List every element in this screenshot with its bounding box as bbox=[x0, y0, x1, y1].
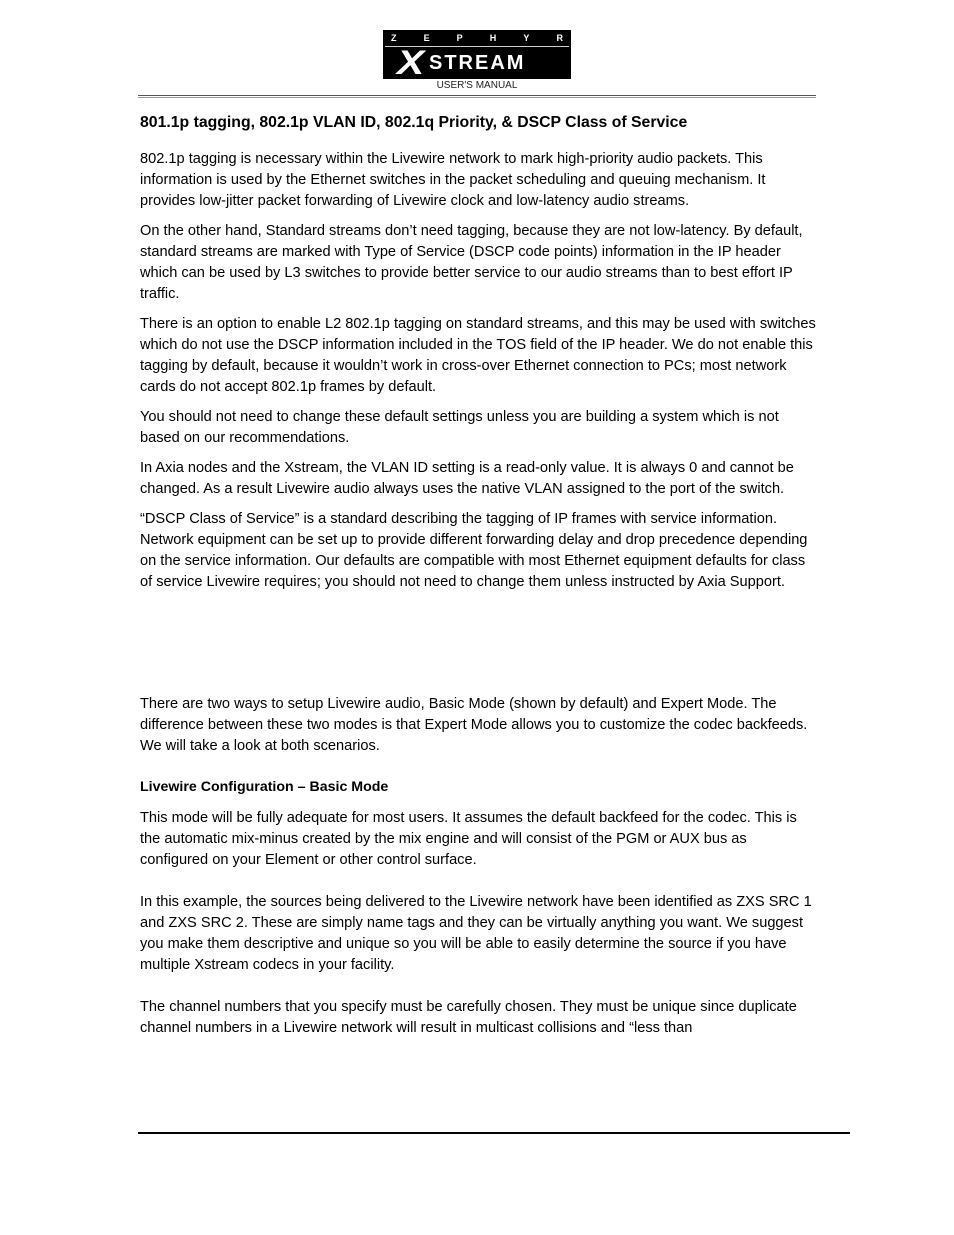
zephyr-xstream-logo bbox=[383, 30, 571, 82]
paragraph-source-names: In this example, the sources being delivered to the Livewire network have been identified as ZXS SRC 1 and ZXS SRC 2. These are simply name tags and they can be virtually anything you want. We suggest you make them descriptive and unique so you will be able to easily determine the source if you have multiple Xstream codecs in your facility. bbox=[140, 894, 812, 973]
logo-x-mark: X bbox=[397, 44, 425, 82]
paragraph-basic-mode: This mode will be fully adequate for most users. It assumes the default backfeed for the codec. This is the automatic mix-minus created by the mix engine and will consist of the PGM or AUX bus as configured on your Element or other control surface. bbox=[140, 810, 797, 868]
page-body bbox=[140, 112, 816, 1039]
paragraph-vlan-id: In Axia nodes and the Xstream, the VLAN ID setting is a read-only value. It is always 0 and cannot be changed. As a result Livewire audio always uses the native VLAN assigned to the port of the switch. bbox=[140, 460, 794, 497]
paragraph-tagging: 802.1p tagging is necessary within the Livewire network to mark high-priority audio packets. This information is used by the Ethernet switches in the packet scheduling and queuing mechanism. It provides low-jitter packet forwarding of Livewire clock and low-latency audio streams. bbox=[140, 151, 766, 209]
header-rule-secondary bbox=[138, 97, 816, 98]
paragraph-standard-streams: On the other hand, Standard streams don’t need tagging, because they are not low-latency. By default, standard streams are marked with Type of Service (DSCP code points) information in the IP header which can be used by L3 switches to provide better service to our audio streams than to best effort IP traffic. bbox=[140, 223, 803, 302]
logo-wordmark bbox=[383, 44, 571, 82]
paragraph-defaults: You should not need to change these default settings unless you are building a system which is not based on our recommendations. bbox=[140, 409, 779, 446]
manual-subtitle: USER'S MANUAL bbox=[436, 80, 518, 91]
paragraph-modes-intro: There are two ways to setup Livewire audio, Basic Mode (shown by default) and Expert Mode. The difference between these two modes is that Expert Mode allows you to customize the codec backfeeds. We will take a look at both scenarios. bbox=[140, 696, 808, 754]
subsection-heading-basic-mode: Livewire Configuration – Basic Mode bbox=[140, 779, 389, 795]
paragraph-channel-numbers: The channel numbers that you specify must be carefully chosen. They must be unique since duplicate channel numbers in a Livewire network will result in multicast collisions and “less than bbox=[140, 999, 797, 1036]
section-heading: 801.1p tagging, 802.1p VLAN ID, 802.1q Priority, & DSCP Class of Service bbox=[140, 114, 688, 131]
logo-brand-letters: Z E P H Y R bbox=[391, 33, 563, 43]
footer-rule bbox=[138, 1132, 850, 1134]
header-rule bbox=[138, 95, 816, 96]
logo-word: STREAM bbox=[429, 52, 526, 74]
paragraph-dscp: “DSCP Class of Service” is a standard describing the tagging of IP frames with service information. Network equipment can be set up to provide different forwarding delay and drop precedence depending on the service information. Our defaults are compatible with most Ethernet equipment defaults for class of service Livewire requires; you should not need to change them unless instructed by Axia Support. bbox=[140, 511, 808, 590]
paragraph-l2-option: There is an option to enable L2 802.1p tagging on standard streams, and this may be used with switches which do not use the DSCP information included in the TOS field of the IP header. We do not enable this tagging by default, because it wouldn’t work in cross-over Ethernet connection to PCs; most network cards do not accept 802.1p frames by default. bbox=[140, 316, 816, 395]
